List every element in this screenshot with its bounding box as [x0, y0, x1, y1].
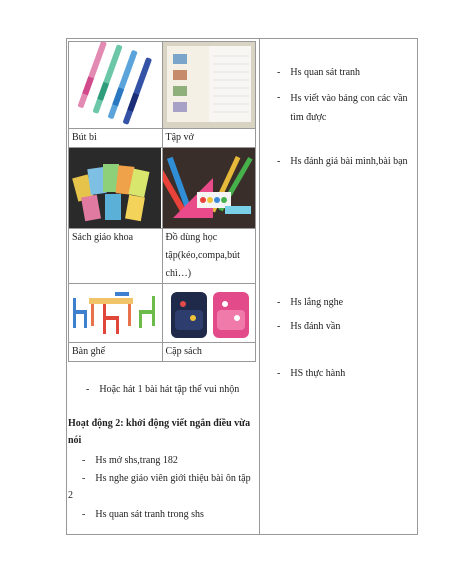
pens-image — [69, 42, 161, 128]
pens-cell — [69, 42, 163, 129]
supplies-cell — [162, 148, 256, 229]
caption-textbooks: Sách giáo khoa — [69, 229, 163, 284]
caption-pens: Bút bi — [69, 129, 163, 148]
caption-notebook: Tập vở — [162, 129, 256, 148]
right-list-item: - Hs đánh vần — [277, 321, 341, 332]
right-list-item: - Hs đánh giá bài mình,bài bạn — [277, 156, 408, 167]
right-list-item: - Hs lắng nghe — [277, 297, 344, 308]
right-list-item: - Hs quan sát tranh — [277, 67, 361, 78]
right-list-item: - HS thực hành — [277, 368, 346, 379]
textbooks-cell — [69, 148, 163, 229]
backpacks-cell — [162, 284, 256, 343]
picture-table — [68, 41, 256, 362]
left-list-item: - Hs quan sát tranh trong shs — [82, 509, 204, 520]
caption-supplies: Đồ dùng học tập(kéo,compa,bút chì…) — [162, 229, 256, 284]
activity2-title: Hoạt động 2: khởi động viết ngắn điều vừa nói — [68, 418, 251, 446]
notebook-cell — [162, 42, 256, 129]
song-item: - Hoặc hát 1 bài hát tập thể vui nhộn — [86, 384, 240, 395]
textbooks-image — [69, 148, 161, 228]
left-list-item: - Hs nghe giáo viên giới thiệu bài ôn tập 2 — [68, 473, 251, 501]
left-list-item: - Hs mở shs,trang 182 — [82, 455, 178, 466]
desks-cell — [69, 284, 163, 343]
right-list-item: - Hs viết vào bảng con các vần tìm được — [277, 92, 408, 123]
school-supplies-image — [163, 148, 255, 228]
backpacks-image — [163, 284, 255, 342]
caption-backpacks: Cặp sách — [162, 343, 256, 362]
notebook-image — [163, 42, 255, 128]
caption-desks: Bàn ghế — [69, 343, 163, 362]
desks-chairs-image — [69, 284, 161, 342]
